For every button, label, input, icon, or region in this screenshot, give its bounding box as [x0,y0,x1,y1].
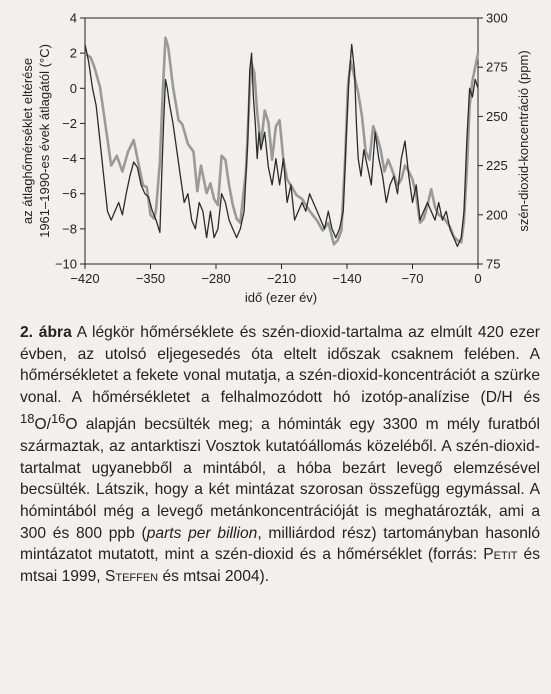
chart [0,0,551,320]
figure-caption [20,322,540,587]
y-left-tick-label: 2 [69,45,77,61]
caption-text-1: A légkör hőmérséklete és szén-dioxid-tartalma az elmúlt 420 ezer évben, az utolsó eljegesedés óta eltelt időszak csaknem felében. A hőmérsékletet a fekete vonal mutatja, a szén-dioxid-koncentrációt a szürke vonal. A hőmérsékletet a felhalmozódott hó izotóp-analízise (D/H és [20,324,540,406]
isotope-mass-16: 16 [50,411,66,427]
x-tick-label: −210 [266,271,297,286]
x-tick-label: 0 [474,271,482,286]
series-layer [85,38,478,247]
y-right-axis-title: szén-dioxid-koncentráció (ppm) [516,50,531,232]
y-axis-left [55,11,85,272]
isotope-o: O [65,416,78,434]
isotope-o-slash: O/ [34,416,51,434]
x-tick-label: −140 [332,271,362,286]
y-right-tick-label: 200 [486,207,508,223]
caption-text-5: és mtsai 2004). [158,567,270,585]
y-right-tick-label: 300 [486,10,508,26]
caption-italic-term: parts per billion [146,524,258,542]
y-axis-right [478,11,508,272]
caption-text-2: alapján becsülték meg; a hóminták egy 3300 m mély furatból származtak, az antarktiszi Vosztok kutatóállomás közeléből. A szén-dioxid-tartalmat ugyanebből a mintából, a hóba bezárt levegő elemzésével becsülték. Látszik, hogy a két mintázat szorosan összefügg egymással. A hómintából még a levegő metánkoncentrációját is meghatározták, ami a 300 és 800 ppb ( [20,416,540,542]
y-right-tick-label: 250 [486,108,508,124]
citation-author-steffen: Steffen [104,567,159,585]
x-tick-label: −280 [201,271,231,286]
x-axis [70,264,481,286]
y-left-tick-label: −8 [62,221,77,237]
y-left-tick-label: −4 [62,151,77,167]
y-left-tick-label: −2 [62,115,77,131]
y-left-tick-label: 4 [69,10,77,26]
y-left-tick-label: −6 [62,186,77,202]
x-tick-label: −70 [401,271,424,286]
x-axis-title: idő (ezer év) [244,290,318,305]
caption-text-4: és mtsai 1999, [20,546,540,585]
figure-number: 2. ábra [20,324,72,341]
x-tick-label: −420 [70,271,100,286]
citation-author-petit: Petit [483,546,518,564]
y-left-tick-label: 0 [69,80,77,96]
y-left-axis-title-line1: az átlaghőmérséklet eltérése [20,57,35,225]
isotope-mass-18: 18 [20,411,35,427]
x-tick-label: −350 [135,271,166,286]
y-right-tick-label: 275 [486,59,508,75]
y-left-axis-title-line2: 1961–1990-es évek átlagától (°C) [37,44,52,238]
y-right-tick-label: 75 [486,256,501,272]
y-right-tick-label: 225 [486,158,508,174]
y-left-tick-label: −10 [54,256,77,272]
caption-text-3: , milliárdod rész) tartományban hasonló mintázatot mutatott, mint a szén-dioxid és a hőmérséklet (forrás: [20,524,541,564]
